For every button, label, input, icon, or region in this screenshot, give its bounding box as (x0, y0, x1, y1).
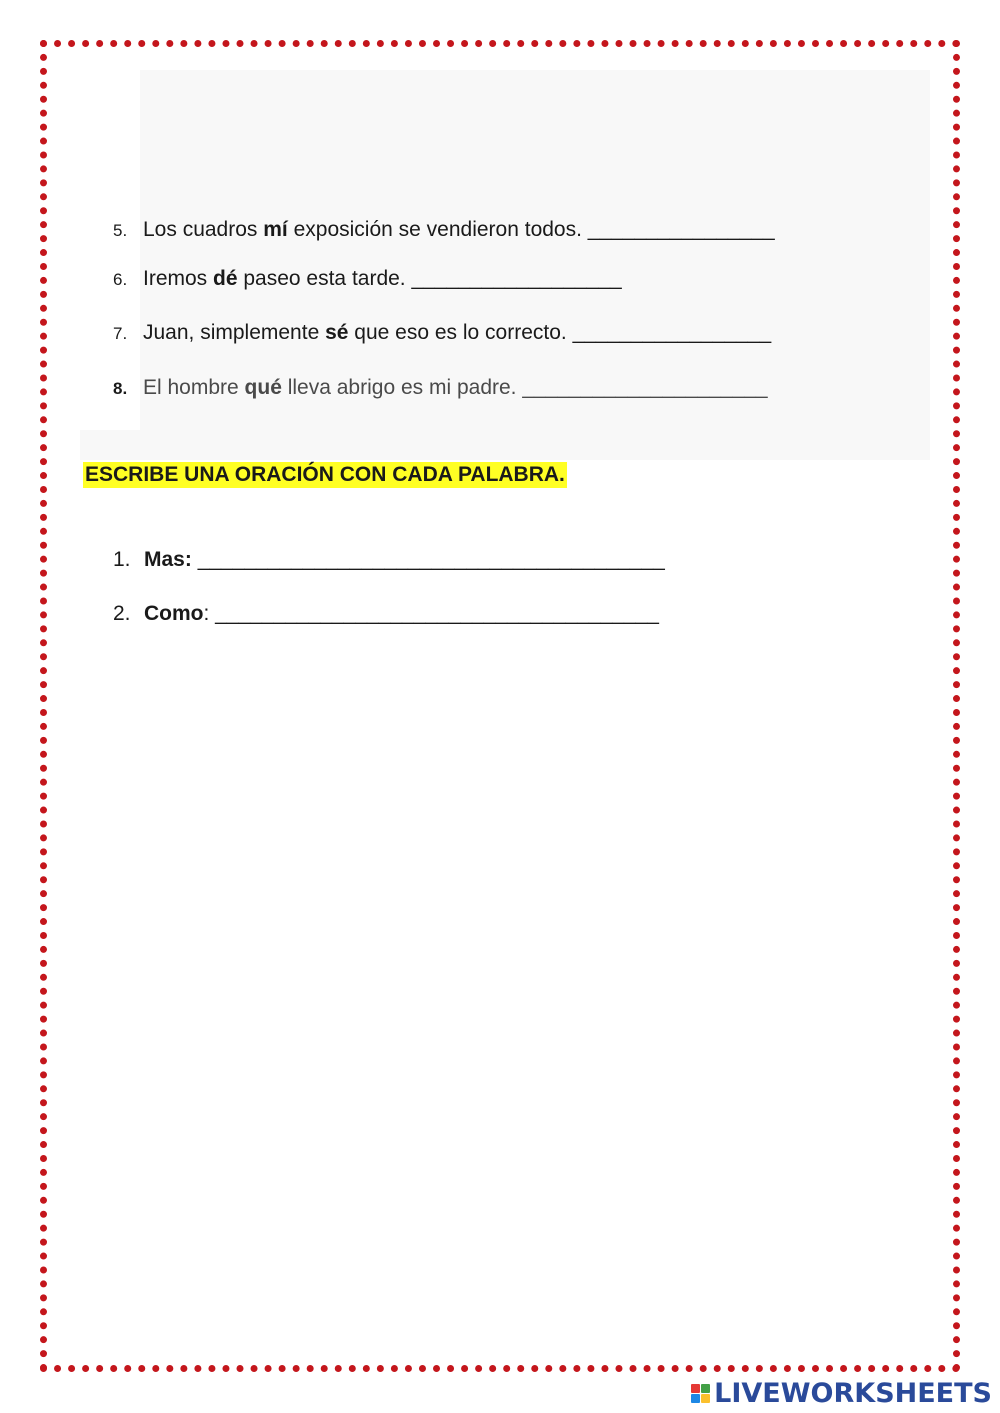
sentence-word: Mas: (144, 548, 192, 571)
exercise-item-7 (113, 321, 771, 345)
item-text-after: exposición se vendieron todos. ________________ (287, 218, 775, 241)
item-text-before: Juan, simplemente (143, 321, 326, 344)
sentence-answer-line[interactable]: : ______________________________________ (203, 602, 659, 625)
item-number: 8. (113, 379, 128, 398)
sentence-number: 2. (113, 602, 131, 625)
exercise-item-5 (113, 218, 775, 242)
item-bold-word: sé (325, 321, 349, 344)
sentence-answer-line[interactable]: ________________________________________ (191, 548, 665, 571)
section-heading: ESCRIBE UNA ORACIÓN CON CADA PALABRA. (85, 463, 565, 486)
exercise-background-tab (80, 430, 140, 460)
item-number: 5. (113, 221, 128, 240)
liveworksheets-logo (691, 1378, 992, 1409)
sentence-item-2 (113, 602, 659, 626)
exercise-item-8 (113, 376, 768, 400)
item-bold-word: qué (244, 376, 282, 399)
item-bold-word: dé (213, 267, 238, 290)
exercise-item-6 (113, 267, 622, 291)
sentence-word: Como (144, 602, 204, 625)
logo-icon (691, 1384, 710, 1403)
sentence-number: 1. (113, 548, 131, 571)
item-text-before: Iremos (143, 267, 214, 290)
item-text-before: Los cuadros (143, 218, 264, 241)
logo-text: LIVEWORKSHEETS (714, 1378, 992, 1409)
item-number: 7. (113, 324, 128, 343)
item-text-after: paseo esta tarde. __________________ (237, 267, 622, 290)
sentence-item-1 (113, 548, 665, 572)
item-text-after: que eso es lo correcto. _________________ (348, 321, 772, 344)
item-bold-word: mí (263, 218, 288, 241)
exercise-background (140, 70, 930, 460)
item-text-after: lleva abrigo es mi padre. _____________________ (281, 376, 768, 399)
item-number: 6. (113, 270, 128, 289)
item-text-before: El hombre (143, 376, 245, 399)
